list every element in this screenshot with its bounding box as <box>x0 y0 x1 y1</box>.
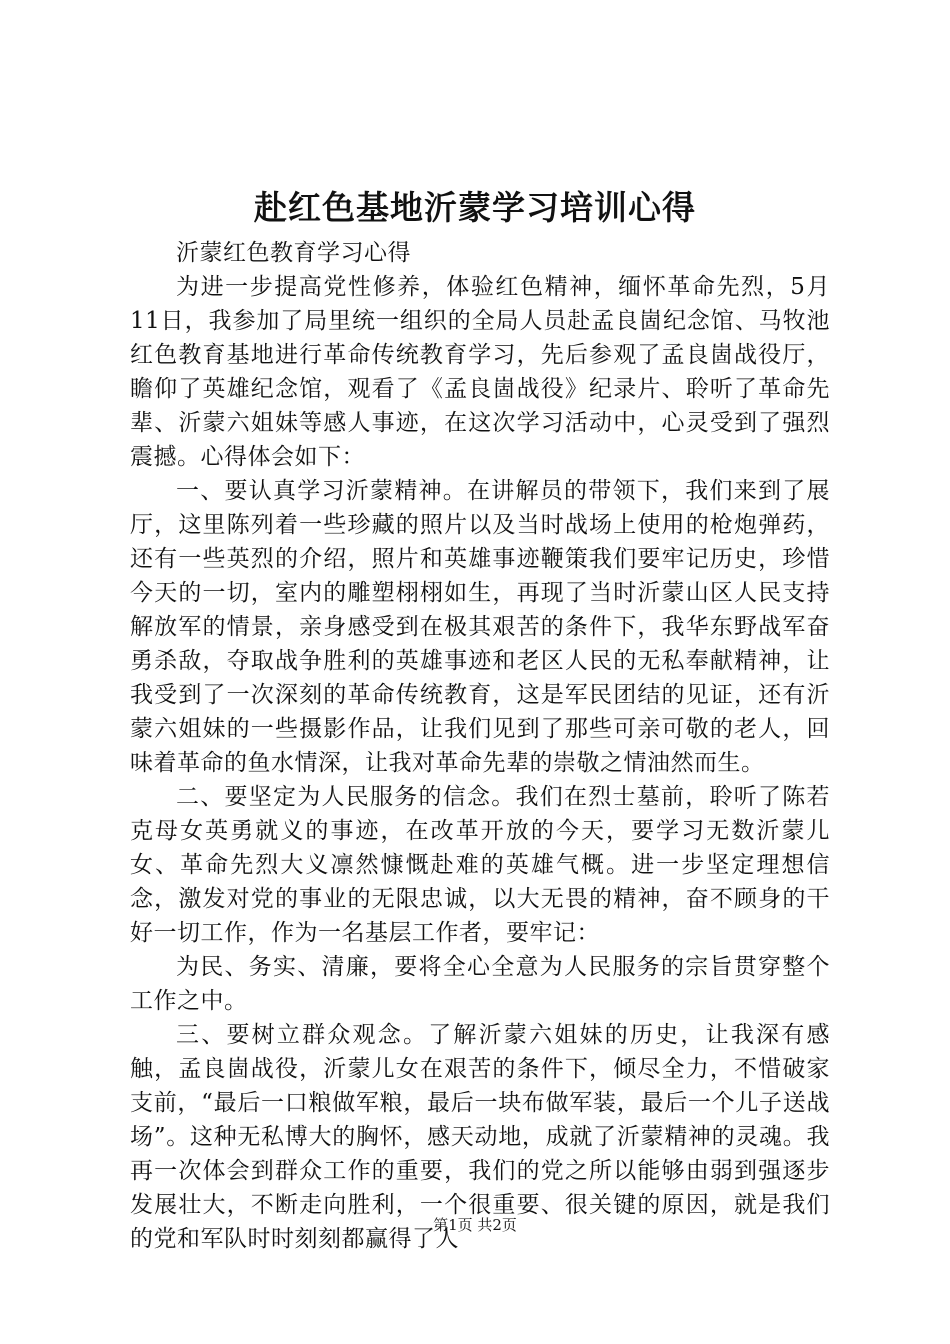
paragraph-point-two: 二、要坚定为人民服务的信念。我们在烈士墓前，聆听了陈若克母女英勇就义的事迹，在改革开放的今天，要学习无数沂蒙儿女、革命先烈大义凛然慷慨赴难的英雄气概。进一步坚定理想信念，激发对党的事业的无限忠诚，以大无畏的精神，奋不顾身的干好一切工作，作为一名基层工作者，要牢记： <box>130 784 830 946</box>
paragraph-point-three: 三、要树立群众观念。了解沂蒙六姐妹的历史，让我深有感触，孟良崮战役，沂蒙儿女在艰苦的条件下，倾尽全力，不惜破家支前，“最后一口粮做军粮，最后一块布做军装，最后一个儿子送战场”。这种无私博大的胸怀，感天动地，成就了沂蒙精神的灵魂。我再一次体会到群众工作的重要，我们的党之所以能够由弱到强逐步发展壮大，不断走向胜利，一个很重要、很关键的原因，就是我们的党和军队时时刻刻都赢得了人 <box>130 1022 830 1252</box>
document-title: 赴红色基地沂蒙学习培训心得 <box>254 188 696 227</box>
paragraph-intro: 为进一步提高党性修养，体验红色精神，缅怀革命先烈，5月11日，我参加了局里统一组织的全局人员赴孟良崮纪念馆、马牧池红色教育基地进行革命传统教育学习，先后参观了孟良崮战役厅，瞻仰了英雄纪念馆，观看了《孟良崮战役》纪录片、聆听了革命先辈、沂蒙六姐妹等感人事迹，在这次学习活动中，心灵受到了强烈震撼。心得体会如下： <box>130 274 830 470</box>
document-body <box>130 236 830 1256</box>
paragraph-motto: 为民、务实、清廉，要将全心全意为人民服务的宗旨贯穿整个工作之中。 <box>130 954 830 1014</box>
paragraph-point-one: 一、要认真学习沂蒙精神。在讲解员的带领下，我们来到了展厅，这里陈列着一些珍藏的照片以及当时战场上使用的枪炮弹药，还有一些英烈的介绍，照片和英雄事迹鞭策我们要牢记历史，珍惜今天的一切，室内的雕塑栩栩如生，再现了当时沂蒙山区人民支持解放军的情景，亲身感受到在极其艰苦的条件下，我华东野战军奋勇杀敌，夺取战争胜利的英雄事迹和老区人民的无私奉献精神，让我受到了一次深刻的革命传统教育，这是军民团结的见证，还有沂蒙六姐妹的一些摄影作品，让我们见到了那些可亲可敬的老人，回味着革命的鱼水情深，让我对革命先辈的崇敬之情油然而生。 <box>130 478 830 776</box>
page-footer: 第1页 共2页 <box>433 1216 517 1234</box>
paragraph-subtitle: 沂蒙红色教育学习心得 <box>176 240 411 266</box>
